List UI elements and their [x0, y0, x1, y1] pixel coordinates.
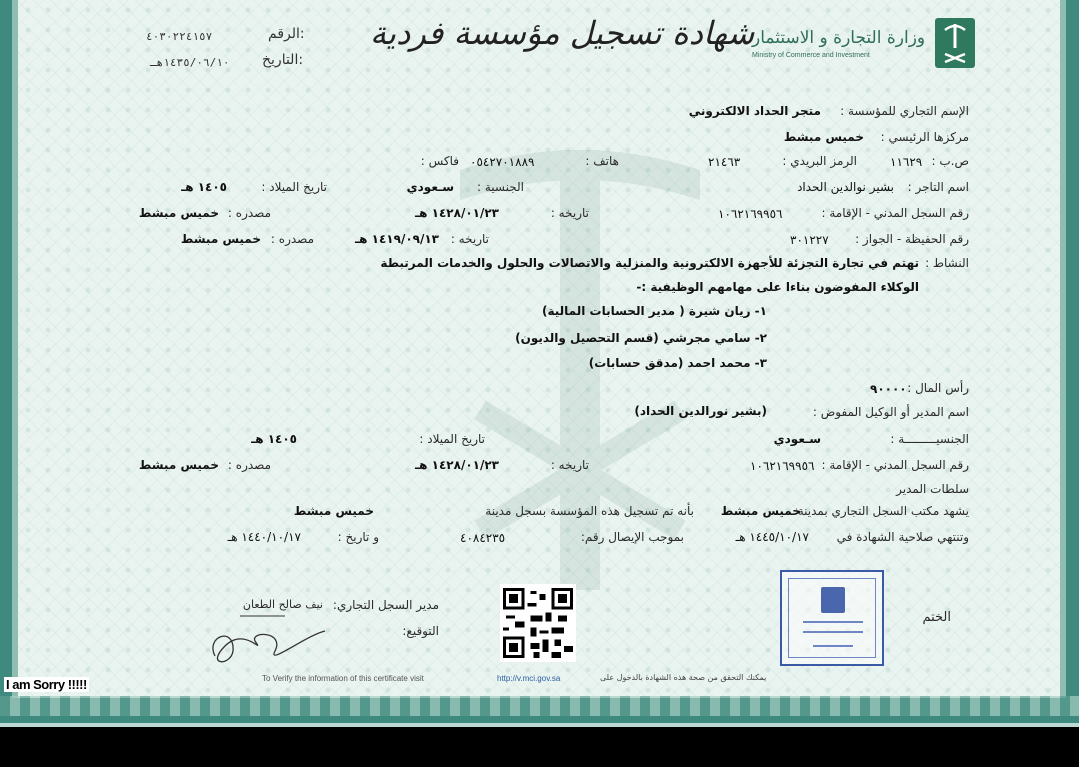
passport-label: رقم الحفيظة - الجواز :: [855, 232, 969, 246]
manager-authority-label: سلطات المدير: [896, 482, 969, 496]
agent-1: ١- ريان شيرة ( مدير الحسابات المالية): [542, 304, 767, 318]
capital-label: رأس المال :: [907, 381, 969, 395]
passport-date-label: تاريخه :: [450, 232, 489, 246]
signature-label: التوقيع:: [402, 624, 439, 638]
stamp-label: الختم: [922, 610, 951, 625]
verify-text-arabic: يمكنك التحقق من صحة هذه الشهادة بالدخول على: [600, 673, 767, 682]
civil-date-label: تاريخه :: [550, 206, 589, 220]
receipt-date-label: و تاريخ :: [337, 530, 379, 544]
ministry-logo-icon: [935, 18, 975, 68]
hq-label: مركزها الرئيسي :: [880, 130, 969, 144]
registrar-label: مدير السجل التجاري:: [332, 598, 439, 612]
ministry-name-english: Ministry of Commerce and Investment: [752, 52, 870, 59]
manager-source-label: مصدره :: [227, 458, 271, 472]
manager-civil-date-label: تاريخه :: [550, 458, 589, 472]
activity-label: النشاط :: [925, 256, 969, 270]
birth-value: ١٤٠٥ هـ: [181, 180, 227, 194]
capital-value: ٩٠٠٠٠: [870, 382, 907, 396]
manager-civil-value: ١٠٦٢١٦٩٩٥٦: [750, 459, 815, 473]
manager-label: اسم المدير أو الوكيل المفوض :: [812, 405, 969, 419]
pobox-value: ١١٦٢٩: [890, 155, 923, 169]
nationality-value: سـعودي: [406, 180, 454, 194]
black-bar: [0, 727, 1079, 767]
source-value: خميس مبشط: [138, 206, 219, 220]
manager-birth-value: ١٤٠٥ هـ: [251, 432, 297, 446]
ministry-name-arabic: وزارة التجارة و الاستثمار: [752, 28, 926, 48]
manager-birth-label: تاريخ الميلاد :: [419, 432, 485, 446]
manager-nationality-label: الجنسيـــــــــة :: [890, 432, 969, 446]
agents-heading: الوكلاء المفوضون بناءا على مهامهم الوظيفية :-: [636, 280, 919, 294]
source-label: مصدره :: [227, 206, 271, 220]
number-label: الرقم:: [268, 26, 305, 42]
registrar-name: نيف صالح الطعان: [242, 598, 323, 611]
trade-name-value: متجر الحداد الالكتروني: [688, 104, 821, 118]
manager-value: (بشير نورالدين الحداد): [634, 404, 767, 418]
number-value: ٤٠٣٠٢٢٤١٥٧: [146, 30, 213, 43]
certify-city: خميس مبشط: [720, 504, 801, 518]
registered-text: بأنه تم تسجيل هذه المؤسسة بسجل مدينة: [485, 504, 694, 518]
civil-label: رقم السجل المدني - الإقامة :: [821, 206, 969, 220]
expiry-label: وتنتهي صلاحية الشهادة في: [836, 530, 969, 544]
postal-label: الرمز البريدي :: [782, 154, 857, 168]
registered-city: خميس مبشط: [293, 504, 374, 518]
date-value: ١٤٣٥/٠٦/١٠هـ: [150, 56, 230, 69]
receipt-value: ٤٠٨٤٢٣٥: [460, 531, 506, 545]
merchant-label: اسم التاجر :: [907, 180, 969, 194]
receipt-label: بموجب الإيصال رقم:: [580, 530, 684, 544]
hq-value: خميس مبشط: [783, 130, 864, 144]
handwritten-signature-icon: [195, 596, 335, 676]
passport-date-value: ١٤١٩/٠٩/١٣ هـ: [355, 232, 439, 246]
merchant-value: بشير نوالدين الحداد: [797, 180, 894, 194]
birth-label: تاريخ الميلاد :: [261, 180, 327, 194]
official-stamp-icon: [780, 570, 884, 666]
date-label: التاريخ:: [262, 52, 304, 68]
manager-source-value: خميس مبشط: [138, 458, 219, 472]
verify-text-english: To Verify the information of this certificate visit: [262, 674, 424, 683]
agent-2: ٢- سامي مجرشي (قسم التحصيل والديون): [515, 331, 767, 345]
nationality-label: الجنسية :: [477, 180, 524, 194]
civil-value: ١٠٦٢١٦٩٩٥٦: [718, 207, 783, 221]
manager-nationality-value: سـعودي: [773, 432, 821, 446]
postal-value: ٢١٤٦٣: [708, 155, 741, 169]
overlay-caption: I am Sorry !!!!!: [6, 677, 87, 692]
phone-label: هاتف :: [585, 154, 619, 168]
phone-value: ٠٥٤٢٧٠١٨٨٩: [470, 155, 535, 169]
agent-3: ٣- محمد احمد (مدقق حسابات): [588, 356, 767, 370]
civil-date-value: ١٤٢٨/٠١/٢٣ هـ: [415, 206, 499, 220]
passport-value: ٣٠١٢٢٧: [790, 233, 829, 247]
decorative-border-band: [0, 696, 1079, 716]
passport-source-label: مصدره :: [270, 232, 314, 246]
qr-code-icon: [500, 584, 576, 662]
verify-link[interactable]: http://v.mci.gov.sa: [497, 674, 561, 683]
emblem-watermark-icon: [420, 110, 740, 630]
certificate-title: شهادة تسجيل مؤسسة فردية: [370, 14, 755, 52]
manager-civil-date-value: ١٤٢٨/٠١/٢٣ هـ: [415, 458, 499, 472]
passport-source-value: خميس مبشط: [180, 232, 261, 246]
manager-civil-label: رقم السجل المدني - الإقامة :: [821, 458, 969, 472]
pobox-label: ص.ب :: [931, 154, 969, 168]
receipt-date-value: ١٤٤٠/١٠/١٧ هـ: [227, 530, 301, 544]
trade-name-label: الإسم التجاري للمؤسسة :: [840, 104, 969, 118]
activity-value: تهتم في تجارة التجزئة للأجهزة الالكترونية والمنزلية والاتصالات والحلول والخدمات المرتبطة: [380, 256, 919, 270]
certify-text: يشهد مكتب السجل التجاري بمدينة: [797, 504, 969, 518]
expiry-value: ١٤٤٥/١٠/١٧ هـ: [735, 530, 809, 544]
fax-label: فاكس :: [420, 154, 459, 168]
